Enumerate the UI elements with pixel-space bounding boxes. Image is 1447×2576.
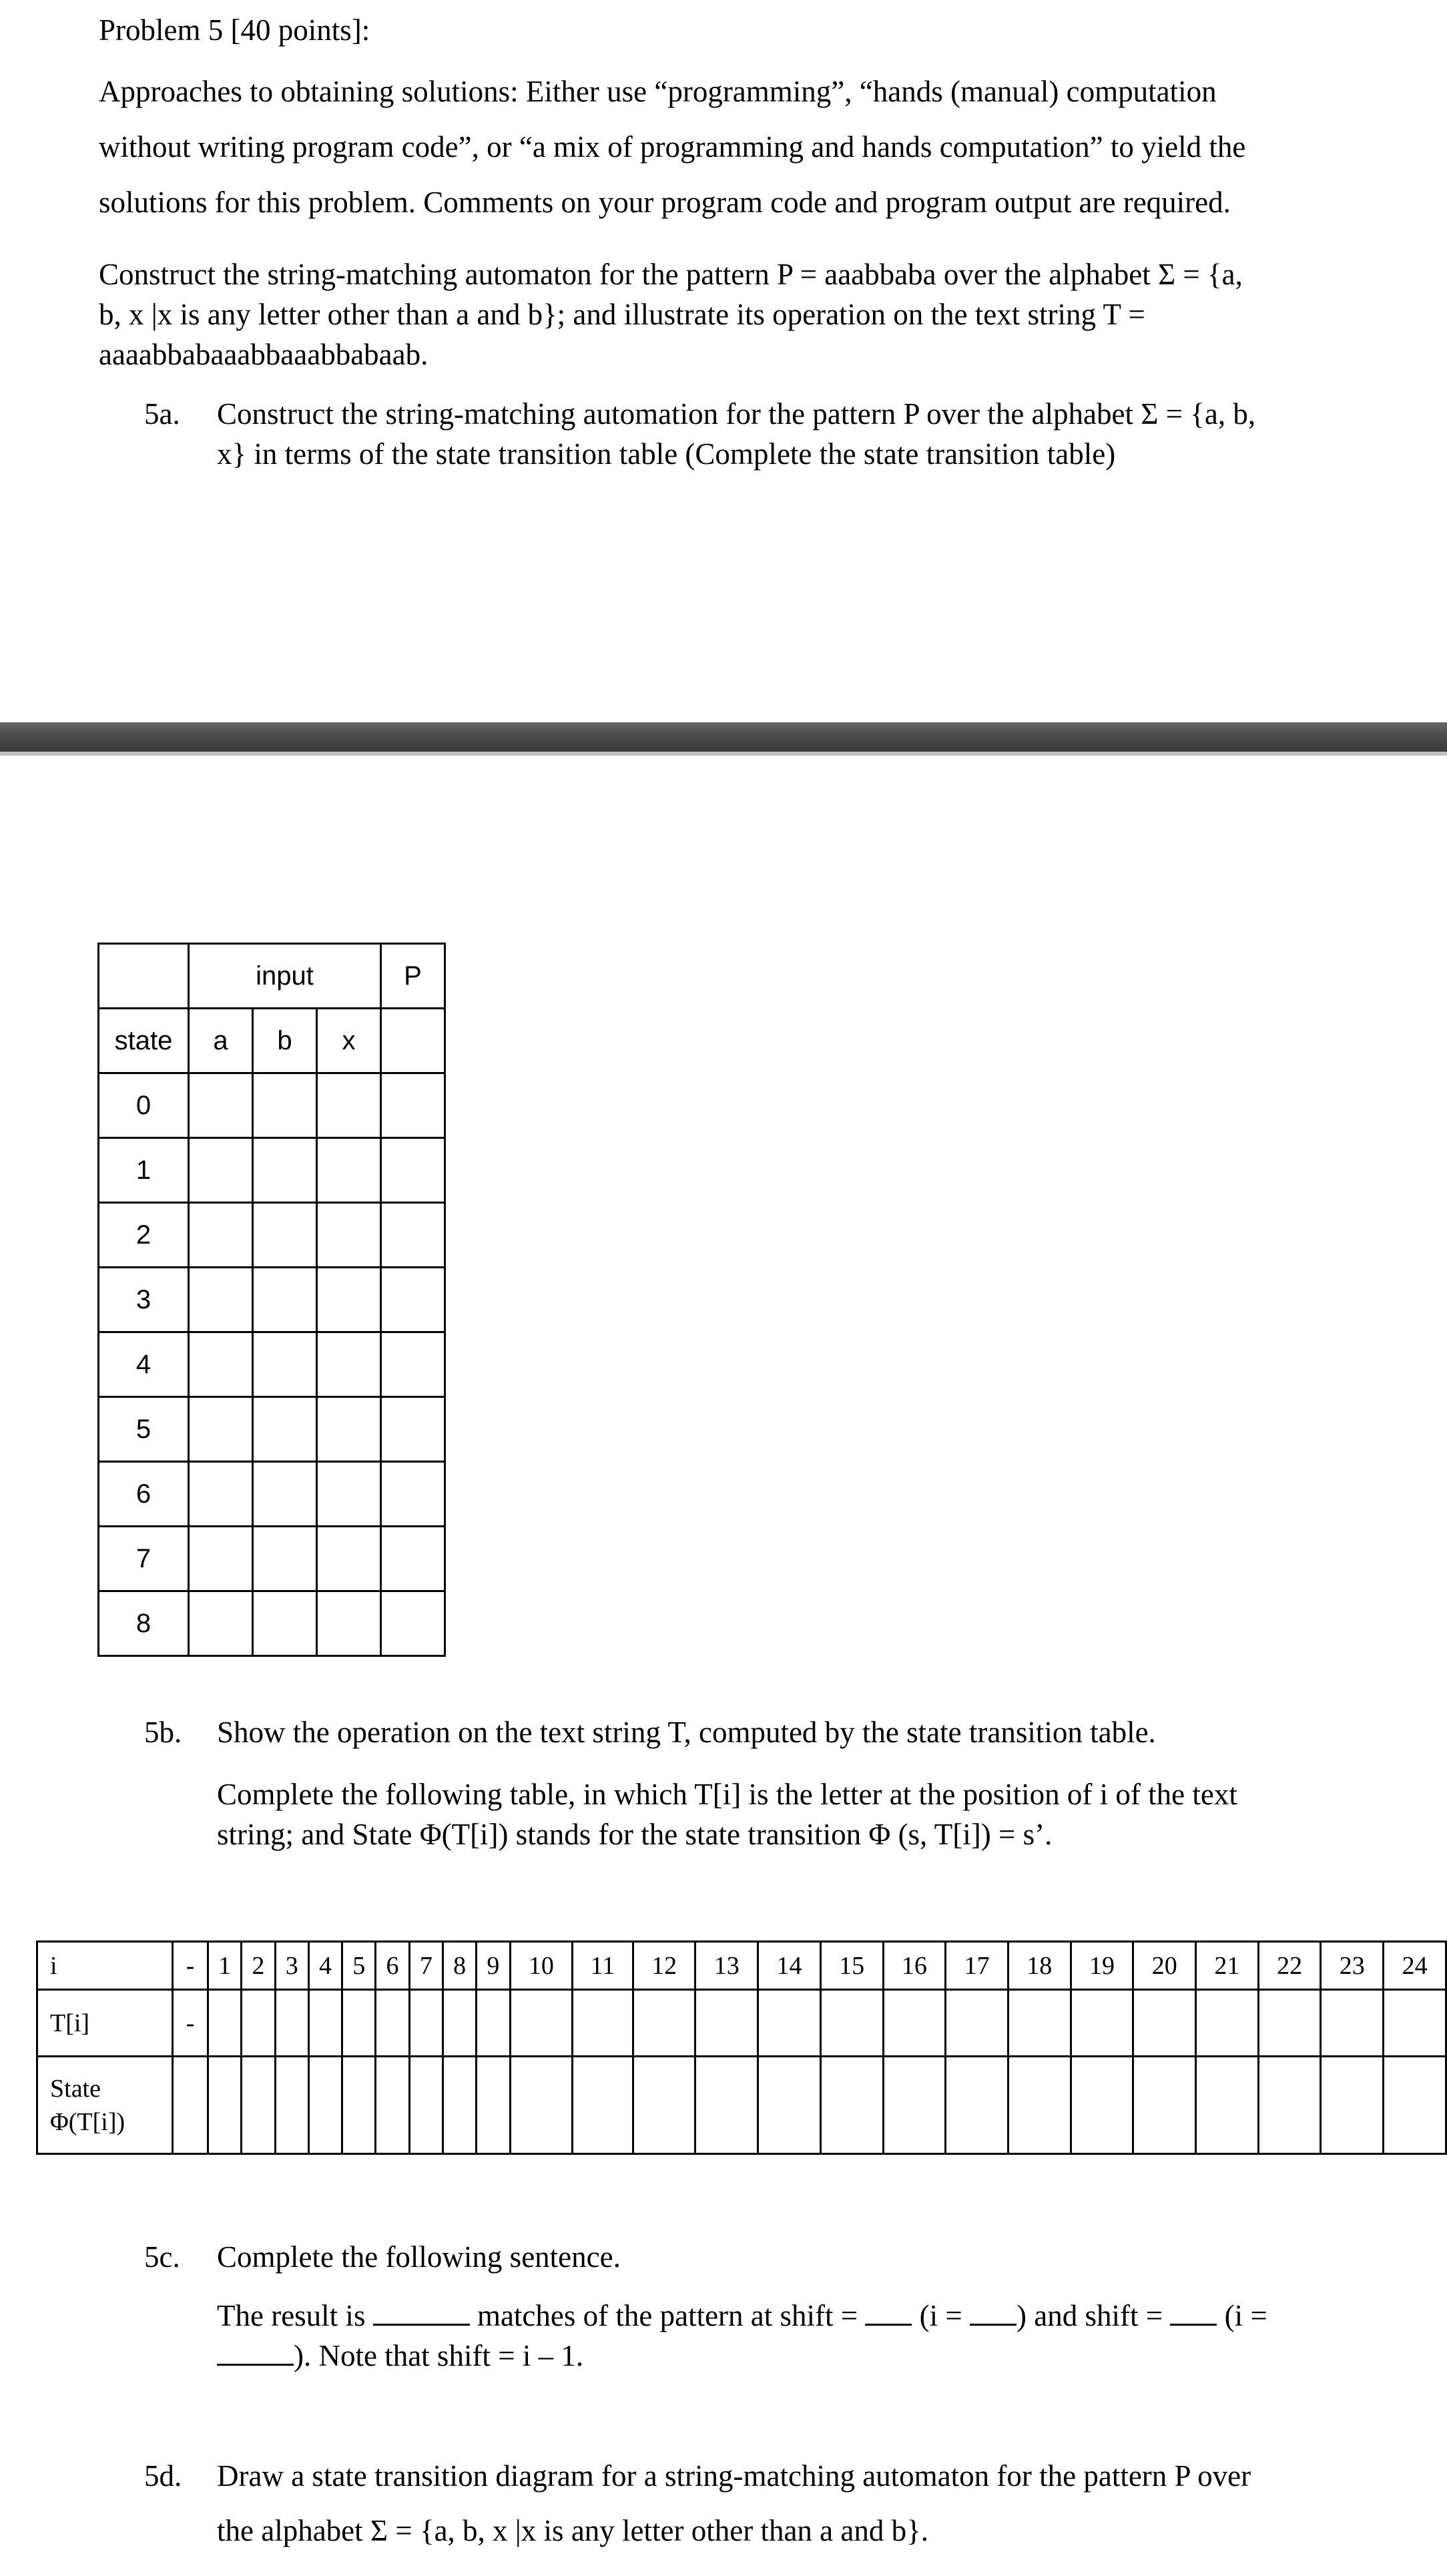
q5c-line-1: Complete the following sentence. bbox=[217, 2240, 621, 2274]
result-is-text: The result is bbox=[217, 2299, 366, 2332]
construct-line-2: b, x |x is any letter other than a and b}; and illustrate its operation on the text string T = bbox=[99, 298, 1145, 331]
state-cell[interactable] bbox=[1321, 2057, 1384, 2154]
letter-row bbox=[37, 1990, 1446, 2057]
letter-cell[interactable] bbox=[633, 1990, 695, 2057]
letter-cell[interactable] bbox=[242, 1990, 275, 2057]
index-cell: 2 bbox=[242, 1942, 275, 1990]
i-open-text-2: (i = bbox=[1224, 2299, 1267, 2332]
state-cell[interactable] bbox=[820, 2057, 883, 2154]
index-cell: 8 bbox=[443, 1942, 476, 1990]
transition-cell[interactable] bbox=[253, 1397, 317, 1462]
index-cell: 9 bbox=[477, 1942, 510, 1990]
and-shift-text: ) and shift = bbox=[1017, 2299, 1163, 2332]
index-cell: 11 bbox=[573, 1942, 633, 1990]
p-cell[interactable] bbox=[381, 1138, 445, 1203]
index-cell: 15 bbox=[820, 1942, 883, 1990]
letter-cell[interactable] bbox=[308, 1990, 342, 2057]
letter-cell[interactable] bbox=[376, 1990, 409, 2057]
p-cell[interactable] bbox=[381, 1203, 445, 1268]
transition-cell[interactable] bbox=[253, 1268, 317, 1332]
row-label-state bbox=[37, 2057, 173, 2154]
transition-cell[interactable] bbox=[253, 1138, 317, 1203]
state-label: 7 bbox=[99, 1527, 189, 1591]
index-cell: 6 bbox=[376, 1942, 409, 1990]
letter-cell[interactable] bbox=[477, 1990, 510, 2057]
q5d-label: 5d. bbox=[144, 2459, 182, 2493]
state-cell[interactable] bbox=[1008, 2057, 1071, 2154]
row-label-t: T[i] bbox=[37, 1990, 173, 2057]
transition-cell[interactable] bbox=[317, 1073, 381, 1138]
transition-cell[interactable] bbox=[189, 1203, 253, 1268]
transition-cell[interactable] bbox=[253, 1073, 317, 1138]
transition-cell[interactable] bbox=[317, 1268, 381, 1332]
transition-cell[interactable] bbox=[189, 1397, 253, 1462]
state-cell[interactable] bbox=[342, 2057, 376, 2154]
index-cell: 10 bbox=[510, 1942, 573, 1990]
index-cell: 13 bbox=[695, 1942, 758, 1990]
letter-cell[interactable] bbox=[1321, 1990, 1384, 2057]
state-label: 3 bbox=[99, 1268, 189, 1332]
p-cell[interactable] bbox=[381, 1332, 445, 1397]
state-label: 0 bbox=[99, 1073, 189, 1138]
letter-cell[interactable] bbox=[695, 1990, 758, 2057]
state-cell[interactable] bbox=[758, 2057, 821, 2154]
index-cell: 24 bbox=[1384, 1942, 1446, 1990]
transition-cell[interactable] bbox=[253, 1462, 317, 1527]
i-2-blank[interactable] bbox=[217, 2337, 294, 2366]
transition-cell[interactable] bbox=[189, 1138, 253, 1203]
state-label: 6 bbox=[99, 1462, 189, 1527]
transition-cell[interactable] bbox=[317, 1138, 381, 1203]
letter-cell[interactable] bbox=[1258, 1990, 1321, 2057]
letter-cell[interactable] bbox=[409, 1990, 443, 2057]
state-cell[interactable] bbox=[477, 2057, 510, 2154]
index-cell: 16 bbox=[883, 1942, 946, 1990]
p-cell[interactable] bbox=[381, 1527, 445, 1591]
letter-cell[interactable] bbox=[1384, 1990, 1446, 2057]
state-cell[interactable] bbox=[242, 2057, 275, 2154]
letter-cell[interactable] bbox=[510, 1990, 573, 2057]
transition-cell[interactable] bbox=[317, 1332, 381, 1397]
index-cell: 18 bbox=[1008, 1942, 1071, 1990]
page-divider bbox=[0, 722, 1447, 752]
state-row bbox=[37, 2057, 1446, 2154]
transition-cell[interactable] bbox=[317, 1397, 381, 1462]
transition-cell[interactable] bbox=[253, 1203, 317, 1268]
note-text: ). Note that shift = i – 1. bbox=[294, 2339, 584, 2372]
shift-1-blank[interactable] bbox=[865, 2297, 912, 2326]
transition-cell[interactable] bbox=[189, 1268, 253, 1332]
q5b-line-2: Complete the following table, in which T[i] is the letter at the position of i of the text bbox=[217, 1778, 1237, 1811]
trace-table bbox=[36, 1941, 1447, 2155]
state-cell[interactable] bbox=[409, 2057, 443, 2154]
index-row bbox=[37, 1942, 1446, 1990]
p-cell[interactable] bbox=[381, 1009, 445, 1073]
q5c-sentence-line-1 bbox=[217, 2296, 1267, 2335]
shift-2-blank[interactable] bbox=[1170, 2297, 1217, 2326]
transition-cell[interactable] bbox=[189, 1527, 253, 1591]
state-cell[interactable] bbox=[308, 2057, 342, 2154]
matches-text: matches of the pattern at shift = bbox=[477, 2299, 858, 2332]
i-open-text-1: (i = bbox=[919, 2299, 962, 2332]
row-label-state-1: State bbox=[50, 2074, 101, 2103]
index-cell: 12 bbox=[633, 1942, 695, 1990]
letter-cell[interactable] bbox=[883, 1990, 946, 2057]
state-cell[interactable] bbox=[946, 2057, 1008, 2154]
p-cell[interactable] bbox=[381, 1397, 445, 1462]
i-1-blank[interactable] bbox=[970, 2297, 1017, 2326]
index-cell: 14 bbox=[758, 1942, 821, 1990]
transition-cell[interactable] bbox=[189, 1462, 253, 1527]
index-cell: 4 bbox=[308, 1942, 342, 1990]
letter-cell[interactable] bbox=[1071, 1990, 1133, 2057]
index-cell: 22 bbox=[1258, 1942, 1321, 1990]
transition-cell[interactable] bbox=[317, 1527, 381, 1591]
approaches-line-2: without writing program code”, or “a mix of programming and hands computation” to yield the bbox=[99, 130, 1246, 164]
index-cell: 17 bbox=[946, 1942, 1008, 1990]
state-cell[interactable] bbox=[695, 2057, 758, 2154]
column-header-b: b bbox=[253, 1009, 317, 1073]
problem-title: Problem 5 [40 points]: bbox=[99, 13, 370, 47]
q5c-sentence-line-2 bbox=[217, 2336, 583, 2375]
q5b-line-1: Show the operation on the text string T, computed by the state transition table. bbox=[217, 1716, 1156, 1749]
index-cell: 5 bbox=[342, 1942, 376, 1990]
column-header-x: x bbox=[317, 1009, 381, 1073]
letter-cell[interactable] bbox=[820, 1990, 883, 2057]
state-cell[interactable] bbox=[1384, 2057, 1446, 2154]
state-cell[interactable] bbox=[510, 2057, 573, 2154]
construct-line-3: aaaabbabaaabbaaabbabaab. bbox=[99, 338, 428, 371]
p-cell[interactable] bbox=[381, 1591, 445, 1656]
state-cell[interactable] bbox=[1071, 2057, 1133, 2154]
letter-dash: - bbox=[173, 1990, 208, 2057]
transition-cell[interactable] bbox=[253, 1527, 317, 1591]
state-cell[interactable] bbox=[208, 2057, 242, 2154]
p-cell[interactable] bbox=[381, 1073, 445, 1138]
state-cell[interactable] bbox=[883, 2057, 946, 2154]
state-cell[interactable] bbox=[173, 2057, 208, 2154]
state-cell[interactable] bbox=[1133, 2057, 1196, 2154]
letter-cell[interactable] bbox=[573, 1990, 633, 2057]
approaches-line-3: solutions for this problem. Comments on your program code and program output are required. bbox=[99, 186, 1231, 219]
letter-cell[interactable] bbox=[1133, 1990, 1196, 2057]
corner-cell bbox=[99, 944, 189, 1009]
state-label: 1 bbox=[99, 1138, 189, 1203]
transition-cell[interactable] bbox=[317, 1462, 381, 1527]
index-cell: 21 bbox=[1196, 1942, 1259, 1990]
index-cell: 19 bbox=[1071, 1942, 1133, 1990]
state-cell[interactable] bbox=[443, 2057, 476, 2154]
p-cell[interactable] bbox=[381, 1462, 445, 1527]
q5a-line-1: Construct the string-matching automation for the pattern P over the alphabet Σ = {a, b, bbox=[217, 397, 1256, 431]
q5b-line-3: string; and State Φ(T[i]) stands for the state transition Φ (s, T[i]) = s’. bbox=[217, 1818, 1053, 1851]
state-label: 8 bbox=[99, 1591, 189, 1656]
q5d-line-2: the alphabet Σ = {a, b, x |x is any letter other than a and b}. bbox=[217, 2514, 928, 2547]
q5c-label: 5c. bbox=[144, 2240, 180, 2274]
letter-cell[interactable] bbox=[1008, 1990, 1071, 2057]
index-cell: 23 bbox=[1321, 1942, 1384, 1990]
q5a-line-2: x} in terms of the state transition table (Complete the state transition table) bbox=[217, 437, 1116, 471]
index-cell: 20 bbox=[1133, 1942, 1196, 1990]
state-cell[interactable] bbox=[275, 2057, 308, 2154]
state-label: 2 bbox=[99, 1203, 189, 1268]
state-cell[interactable] bbox=[376, 2057, 409, 2154]
state-transition-table bbox=[97, 943, 446, 1657]
transition-cell[interactable] bbox=[189, 1591, 253, 1656]
column-header-a: a bbox=[189, 1009, 253, 1073]
letter-cell[interactable] bbox=[946, 1990, 1008, 2057]
transition-cell[interactable] bbox=[189, 1332, 253, 1397]
index-cell: 7 bbox=[409, 1942, 443, 1990]
state-label: 5 bbox=[99, 1397, 189, 1462]
match-count-blank[interactable] bbox=[373, 2297, 470, 2326]
letter-cell[interactable] bbox=[443, 1990, 476, 2057]
state-cell[interactable] bbox=[573, 2057, 633, 2154]
q5a-label: 5a. bbox=[144, 397, 180, 431]
index-cell: 1 bbox=[208, 1942, 242, 1990]
input-header: input bbox=[189, 944, 381, 1009]
state-label: 4 bbox=[99, 1332, 189, 1397]
row-label-state-2: Φ(T[i]) bbox=[50, 2107, 125, 2136]
transition-cell[interactable] bbox=[317, 1591, 381, 1656]
state-cell[interactable] bbox=[1258, 2057, 1321, 2154]
index-cell: 3 bbox=[275, 1942, 308, 1990]
state-cell[interactable] bbox=[633, 2057, 695, 2154]
letter-cell[interactable] bbox=[275, 1990, 308, 2057]
approaches-line-1: Approaches to obtaining solutions: Either use “programming”, “hands (manual) computation bbox=[99, 75, 1217, 108]
letter-cell[interactable] bbox=[1196, 1990, 1259, 2057]
index-dash: - bbox=[173, 1942, 208, 1990]
row-label-i: i bbox=[37, 1942, 173, 1990]
letter-cell[interactable] bbox=[342, 1990, 376, 2057]
state-header: state bbox=[99, 1009, 189, 1073]
transition-cell[interactable] bbox=[189, 1073, 253, 1138]
letter-cell[interactable] bbox=[758, 1990, 821, 2057]
q5b-label: 5b. bbox=[144, 1716, 182, 1749]
transition-cell[interactable] bbox=[253, 1332, 317, 1397]
letter-cell[interactable] bbox=[208, 1990, 242, 2057]
transition-cell[interactable] bbox=[253, 1591, 317, 1656]
p-header: P bbox=[381, 944, 445, 1009]
p-cell[interactable] bbox=[381, 1268, 445, 1332]
construct-line-1: Construct the string-matching automaton for the pattern P = aaabbaba over the alphabet Σ = {a, bbox=[99, 258, 1243, 291]
state-cell[interactable] bbox=[1196, 2057, 1259, 2154]
transition-cell[interactable] bbox=[317, 1203, 381, 1268]
q5d-line-1: Draw a state transition diagram for a string-matching automaton for the pattern P over bbox=[217, 2459, 1251, 2493]
